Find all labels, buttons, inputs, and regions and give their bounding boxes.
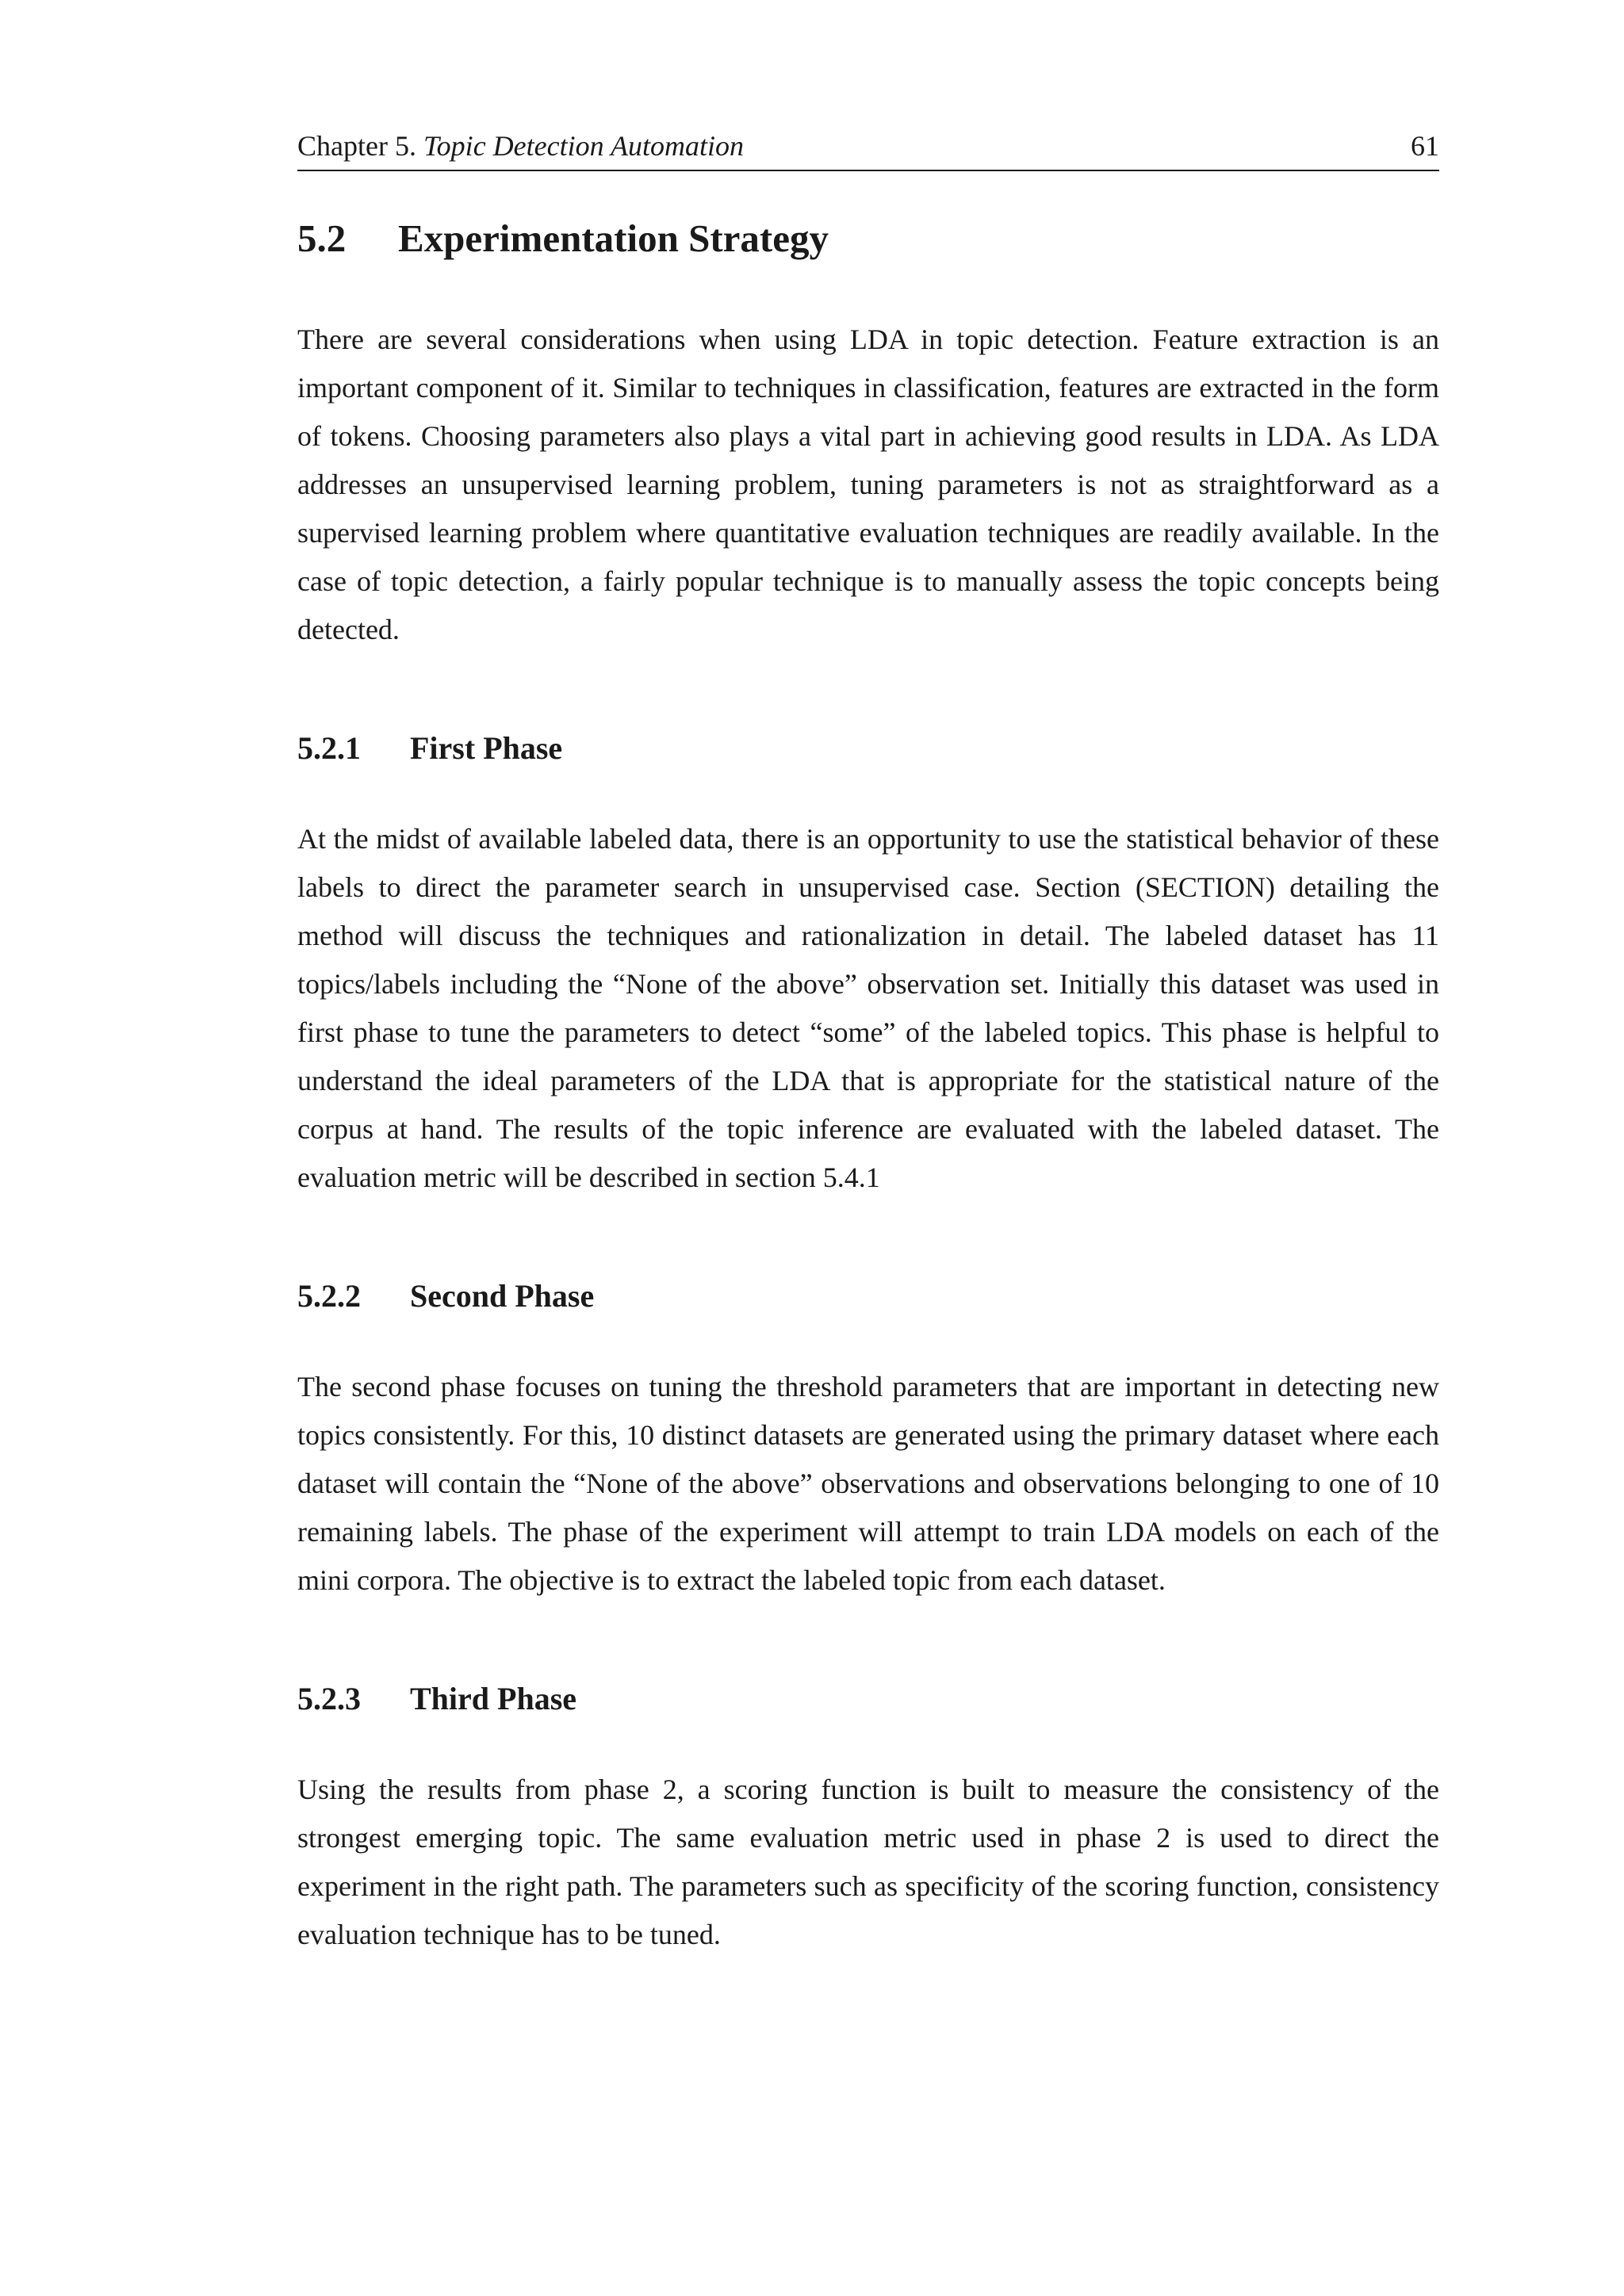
section-heading <box>297 211 1439 266</box>
section-number: 5.2 <box>297 216 347 260</box>
first-phase-paragraph: At the midst of available labeled data, there is an opportunity to use the statistical behavior of these labels to direct the parameter search in unsupervised case. Section (SECTION) detailing the method will discuss the techniques and rationalization in detail. The labeled dataset has 11 topics/labels including the “None of the above” observation set. Initially this dataset was used in first phase to tune the parameters to detect “some” of the labeled topics. This phase is helpful to understand the ideal parameters of the LDA that is appropriate for the statistical nature of the corpus at hand. The results of the topic inference are evaluated with the labeled dataset. The evaluation metric will be described in section 5.4.1 <box>297 823 1439 1193</box>
chapter-label: Chapter 5. <box>297 130 416 162</box>
running-header <box>297 127 1439 171</box>
subsection-title: Third Phase <box>410 1681 577 1716</box>
subsection-heading-third-phase <box>297 1677 1439 1721</box>
section-title: Experimentation Strategy <box>398 216 829 260</box>
page-number: 61 <box>1411 130 1439 162</box>
chapter-title: Topic Detection Automation <box>423 130 744 162</box>
subsection-title: Second Phase <box>410 1278 595 1314</box>
section-intro-paragraph: There are several considerations when using LDA in topic detection. Feature extraction is an important component of it. Similar to techniques in classification, features are extracted in the form of tokens. Choosing parameters also plays a vital part in achieving good results in LDA. As LDA addresses an unsupervised learning problem, tuning parameters is not as straightforward as a supervised learning problem where quantitative evaluation techniques are readily available. In the case of topic detection, a fairly popular technique is to manually assess the topic concepts being detected. <box>297 323 1439 645</box>
subsection-heading-first-phase <box>297 726 1439 771</box>
subsection-number: 5.2.1 <box>297 730 361 766</box>
subsection-heading-second-phase <box>297 1274 1439 1318</box>
subsection-title: First Phase <box>410 730 563 766</box>
running-header-chapter <box>297 127 744 165</box>
subsection-number: 5.2.2 <box>297 1278 361 1314</box>
page <box>297 127 1439 1959</box>
second-phase-paragraph: The second phase focuses on tuning the threshold parameters that are important in detecting new topics consistently. For this, 10 distinct datasets are generated using the primary dataset where each dataset will contain the “None of the above” observations and observations belonging to one of 10 remaining labels. The phase of the experiment will attempt to train LDA models on each of the mini corpora. The objective is to extract the labeled topic from each dataset. <box>297 1371 1439 1596</box>
subsection-number: 5.2.3 <box>297 1681 361 1716</box>
third-phase-paragraph: Using the results from phase 2, a scoring function is built to measure the consistency of the strongest emerging topic. The same evaluation metric used in phase 2 is used to direct the experiment in the right path. The parameters such as specificity of the scoring function, consistency evaluation technique has to be tuned. <box>297 1774 1439 1950</box>
